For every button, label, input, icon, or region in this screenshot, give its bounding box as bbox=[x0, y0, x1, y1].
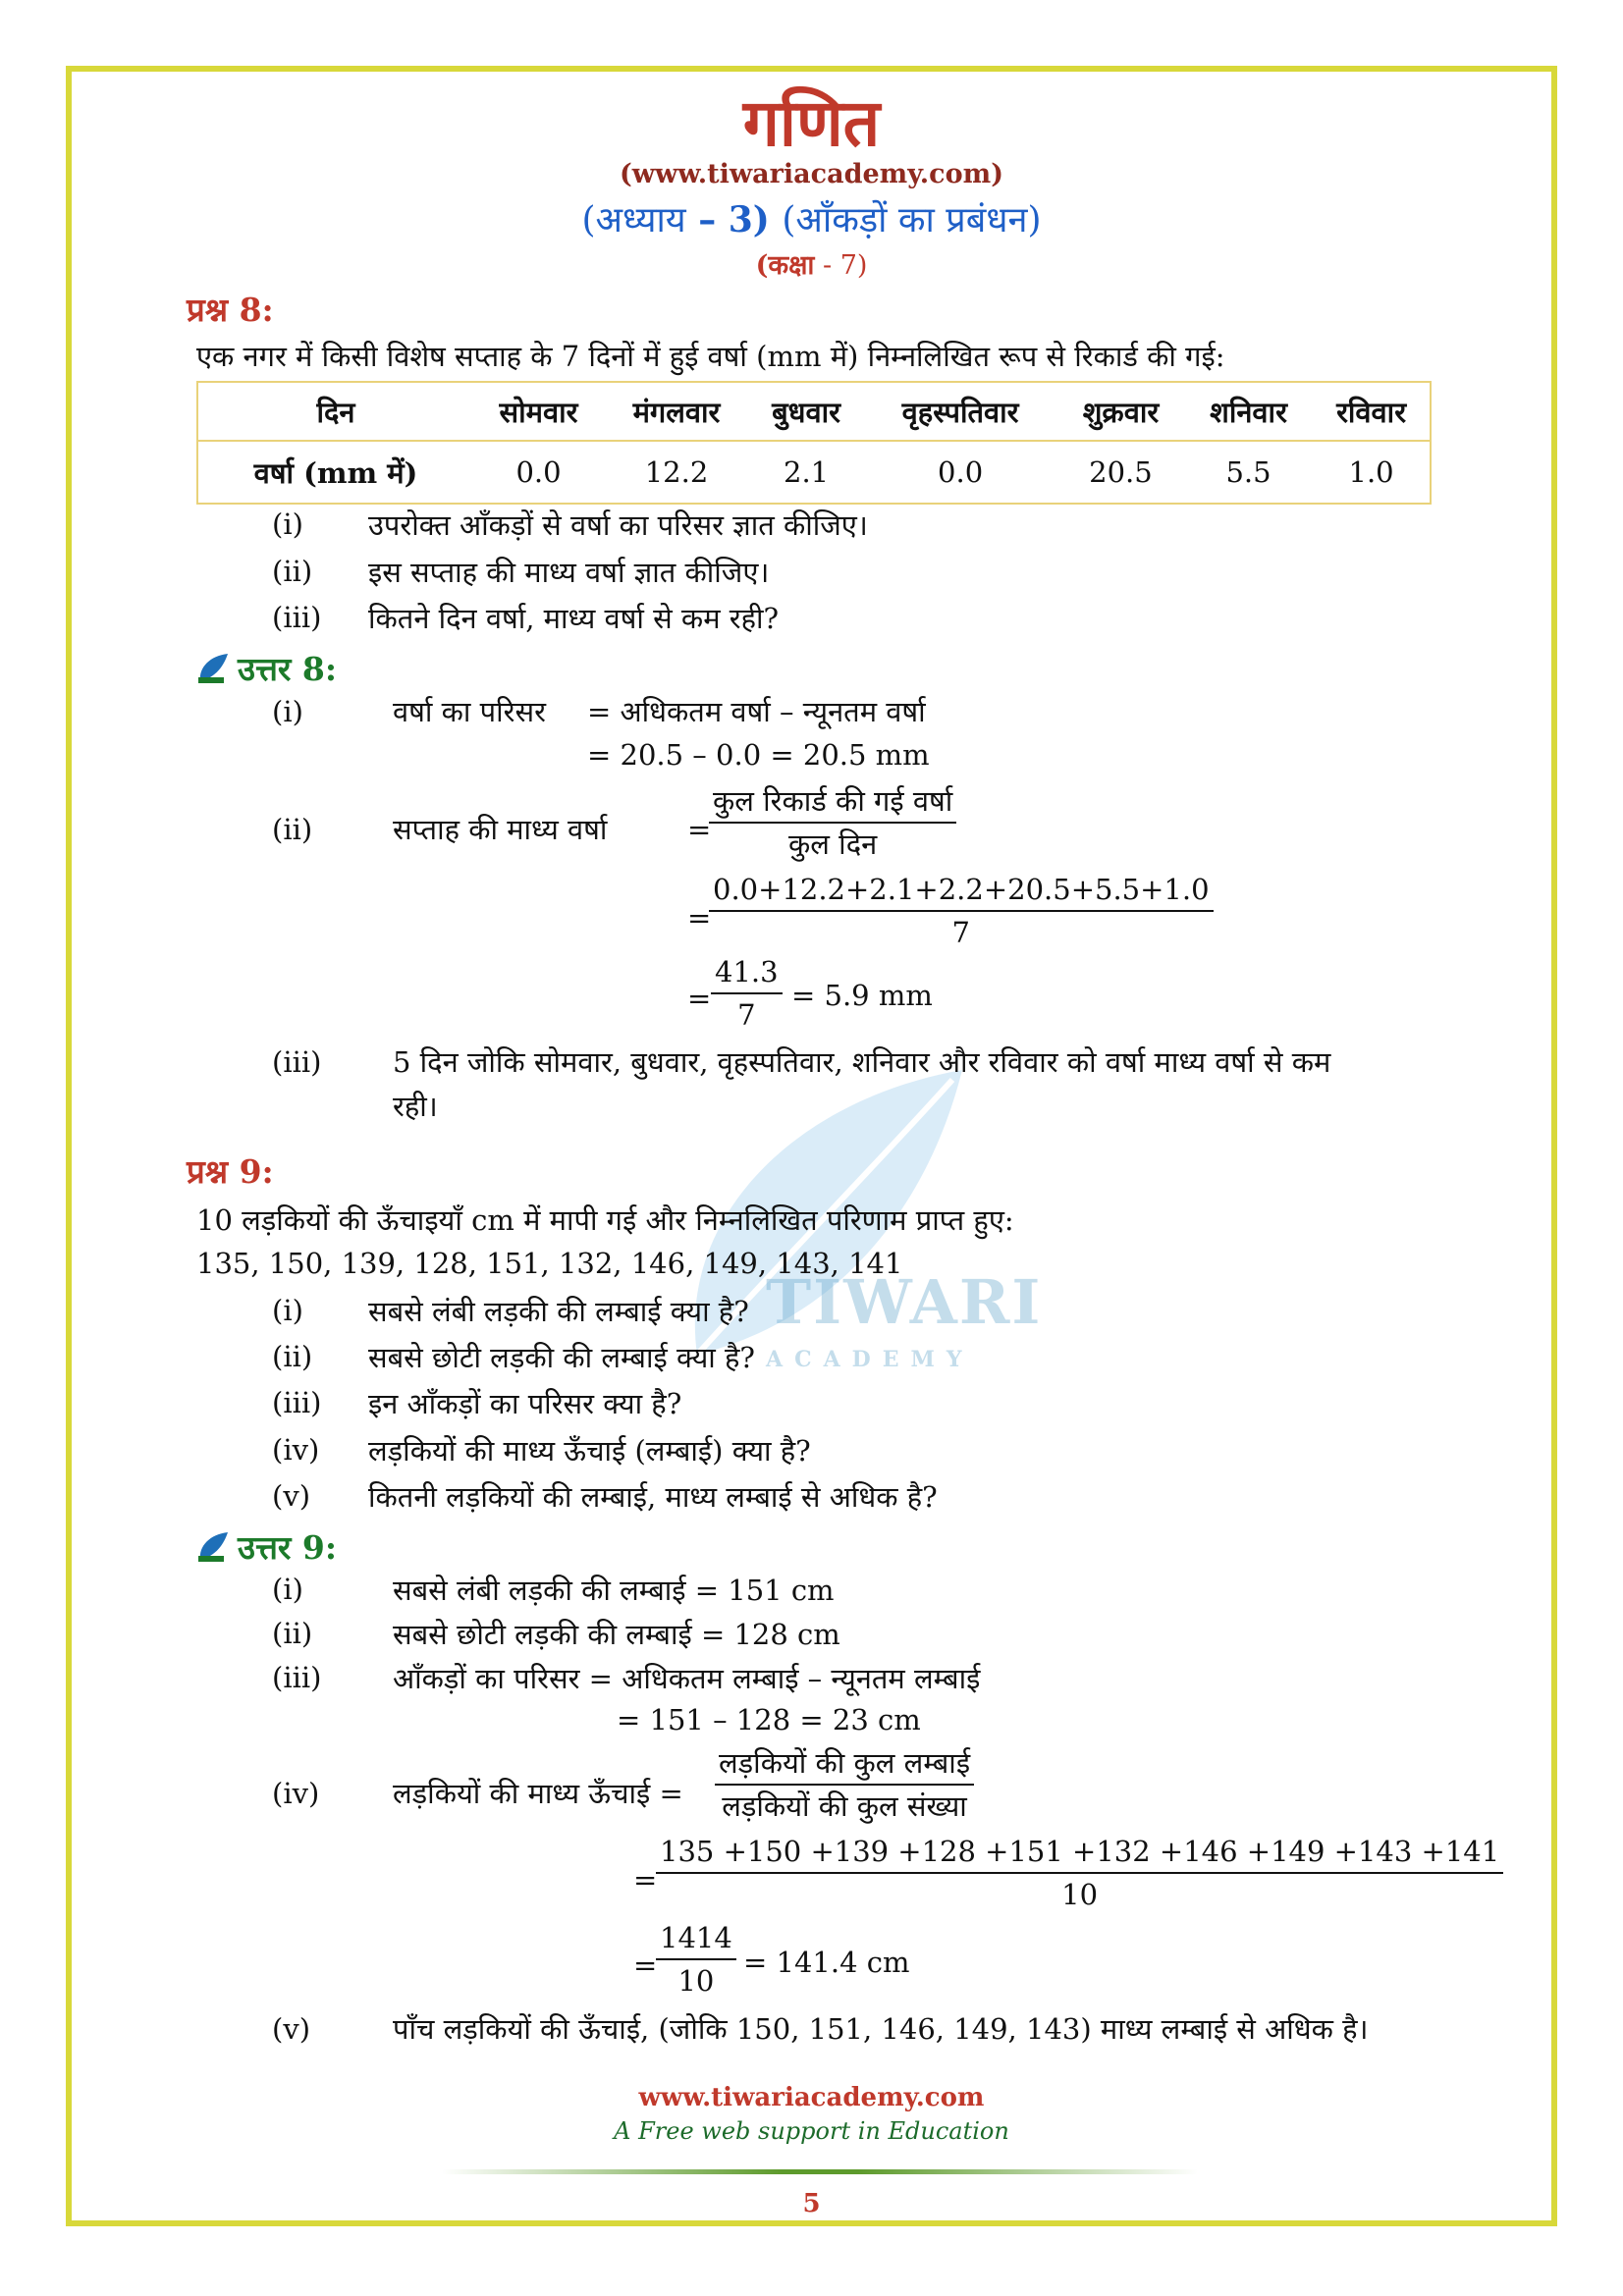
question-9-data: 135, 150, 139, 128, 151, 132, 146, 149, 143, 141 bbox=[196, 1247, 903, 1280]
day-cell: शनिवार bbox=[1184, 382, 1313, 441]
equals-sign: = bbox=[633, 1863, 658, 1896]
q9-part-num: (v) bbox=[272, 1479, 311, 1513]
value-cell: 2.1 bbox=[749, 441, 863, 504]
value-cell: 1.0 bbox=[1313, 441, 1431, 504]
a8-range-result: = 20.5 – 0.0 = 20.5 mm bbox=[587, 738, 930, 772]
a9-part-num: (ii) bbox=[272, 1617, 313, 1650]
footer-tagline: A Free web support in Education bbox=[614, 2117, 1009, 2145]
a9-part-num: (iii) bbox=[272, 1661, 322, 1694]
page-number: 5 bbox=[802, 2189, 821, 2218]
site-link[interactable]: (www.tiwariacademy.com) bbox=[620, 159, 1003, 189]
a8-part-num: (i) bbox=[272, 695, 303, 728]
equals-sign: = bbox=[687, 982, 712, 1015]
page-title: गणित bbox=[742, 84, 881, 161]
q9-part-num: (i) bbox=[272, 1294, 303, 1327]
watermark-subtext: ACADEMY bbox=[766, 1347, 974, 1372]
day-cell: मंगलवार bbox=[604, 382, 749, 441]
a8-mean-result: = 5.9 mm bbox=[791, 979, 933, 1012]
q9-part-text: कितनी लड़कियों की लम्बाई, माध्य लम्बाई से अधिक है? bbox=[368, 1480, 938, 1514]
watermark-text: TIWARI bbox=[766, 1266, 1043, 1338]
a8-below-mean-text-cont: रही। bbox=[393, 1090, 438, 1123]
class-label: (कक्षा - 7) bbox=[755, 250, 868, 281]
q9-part-text: सबसे छोटी लड़की की लम्बाई क्या है? bbox=[368, 1341, 755, 1374]
footer-site-link[interactable]: www.tiwariacademy.com bbox=[638, 2083, 985, 2112]
answer-8-heading: उत्तर 8: bbox=[196, 646, 337, 690]
a8-mean-fraction: कुल रिकार्ड की गई वर्षा कुल दिन bbox=[709, 783, 956, 862]
equals-sign: = bbox=[687, 813, 712, 846]
question-8-text: एक नगर में किसी विशेष सप्ताह के 7 दिनों में हुई वर्षा (mm में) निम्नलिखित रूप से रिकार्ड की गई: bbox=[196, 340, 1225, 373]
value-cell: 12.2 bbox=[604, 441, 749, 504]
a9-range-result: = 151 – 128 = 23 cm bbox=[617, 1703, 921, 1736]
day-cell: बुधवार bbox=[749, 382, 863, 441]
a9-tallest: सबसे लंबी लड़की की लम्बाई = 151 cm bbox=[393, 1574, 835, 1607]
value-cell: 0.0 bbox=[473, 441, 604, 504]
a9-part-num: (iv) bbox=[272, 1777, 320, 1810]
question-8-heading: प्रश्न 8: bbox=[187, 291, 274, 329]
a9-shortest: सबसे छोटी लड़की की लम्बाई = 128 cm bbox=[393, 1618, 840, 1651]
rainfall-table-value-row bbox=[197, 441, 1431, 504]
a8-range-formula: = अधिकतम वर्षा – न्यूनतम वर्षा bbox=[587, 695, 926, 728]
a9-sum-fraction: $\frac{135 +150 +139 +128 +151 +132 +146 +149 +143 +141}{10}$ bbox=[656, 1834, 1503, 1912]
rainfall-table-header-row bbox=[197, 382, 1431, 441]
a8-mean-label: सप्ताह की माध्य वर्षा bbox=[393, 813, 608, 846]
rainfall-table bbox=[196, 381, 1432, 505]
day-cell: वृहस्पतिवार bbox=[863, 382, 1057, 441]
tiwari-logo-icon bbox=[196, 1530, 230, 1564]
question-9-heading: प्रश्न 9: bbox=[187, 1152, 274, 1191]
a9-part-num: (v) bbox=[272, 2012, 311, 2046]
a9-above-mean-text: पाँच लड़कियों की ऊँचाई, (जोकि 150, 151, 146, 149, 143) माध्य लम्बाई से अधिक है। bbox=[393, 2012, 1369, 2046]
answer-9-heading: उत्तर 9: bbox=[196, 1524, 337, 1569]
a8-total-fraction: $\frac{41.3}{7}$ bbox=[711, 954, 783, 1033]
day-cell: शुक्रवार bbox=[1057, 382, 1184, 441]
q8-part-num: (iii) bbox=[272, 601, 322, 634]
day-cell: रविवार bbox=[1313, 382, 1431, 441]
q9-part-num: (iii) bbox=[272, 1386, 322, 1419]
a8-part-num: (ii) bbox=[272, 813, 313, 846]
q8-part-num: (ii) bbox=[272, 555, 313, 588]
a9-mean-label: लड़कियों की माध्य ऊँचाई = bbox=[393, 1777, 683, 1810]
footer-divider bbox=[442, 2169, 1198, 2174]
value-cell: 5.5 bbox=[1184, 441, 1313, 504]
a9-mean-fraction: लड़कियों की कुल लम्बाई लड़कियों की कुल संख्या bbox=[715, 1745, 974, 1824]
q9-part-num: (ii) bbox=[272, 1340, 313, 1373]
days-label: दिन bbox=[197, 382, 473, 441]
a9-mean-result: = 141.4 cm bbox=[743, 1946, 910, 1979]
equals-sign: = bbox=[633, 1949, 658, 1982]
q9-part-num: (iv) bbox=[272, 1433, 320, 1467]
value-cell: 0.0 bbox=[863, 441, 1057, 504]
chapter-title: (अध्याय – 3) (आँकड़ों का प्रबंधन) bbox=[581, 199, 1042, 240]
a9-total-fraction: $\frac{1414}{10}$ bbox=[656, 1920, 736, 1999]
day-cell: सोमवार bbox=[473, 382, 604, 441]
a9-range-formula: आँकड़ों का परिसर = अधिकतम लम्बाई – न्यूनतम लम्बाई bbox=[393, 1662, 981, 1695]
q8-part-text: इस सप्ताह की माध्य वर्षा ज्ञात कीजिए। bbox=[368, 556, 770, 589]
q8-part-text: कितने दिन वर्षा, माध्य वर्षा से कम रही? bbox=[368, 602, 780, 635]
q9-part-text: सबसे लंबी लड़की की लम्बाई क्या है? bbox=[368, 1295, 749, 1328]
q8-part-num: (i) bbox=[272, 507, 303, 541]
question-9-text: 10 लड़कियों की ऊँचाइयाँ cm में मापी गई और निम्नलिखित परिणाम प्राप्त हुए: bbox=[196, 1203, 1014, 1237]
q9-part-text: लड़कियों की माध्य ऊँचाई (लम्बाई) क्या है? bbox=[368, 1434, 811, 1468]
tiwari-logo-icon bbox=[196, 652, 230, 685]
q9-part-text: इन आँकड़ों का परिसर क्या है? bbox=[368, 1387, 682, 1420]
a8-part-num: (iii) bbox=[272, 1045, 322, 1079]
a9-part-num: (i) bbox=[272, 1573, 303, 1606]
value-cell: 20.5 bbox=[1057, 441, 1184, 504]
q8-part-text: उपरोक्त आँकड़ों से वर्षा का परिसर ज्ञात कीजिए। bbox=[368, 508, 868, 542]
a8-below-mean-text: 5 दिन जोकि सोमवार, बुधवार, वृहस्पतिवार, शनिवार और रविवार को वर्षा माध्य वर्षा से कम bbox=[393, 1045, 1331, 1079]
a8-range-label: वर्षा का परिसर bbox=[393, 695, 546, 728]
equals-sign: = bbox=[687, 901, 712, 934]
a8-sum-fraction: $\frac{0.0+12.2+2.1+2.2+20.5+5.5+1.0}{7}$ bbox=[709, 872, 1214, 950]
rainfall-label: वर्षा (mm में) bbox=[197, 441, 473, 504]
